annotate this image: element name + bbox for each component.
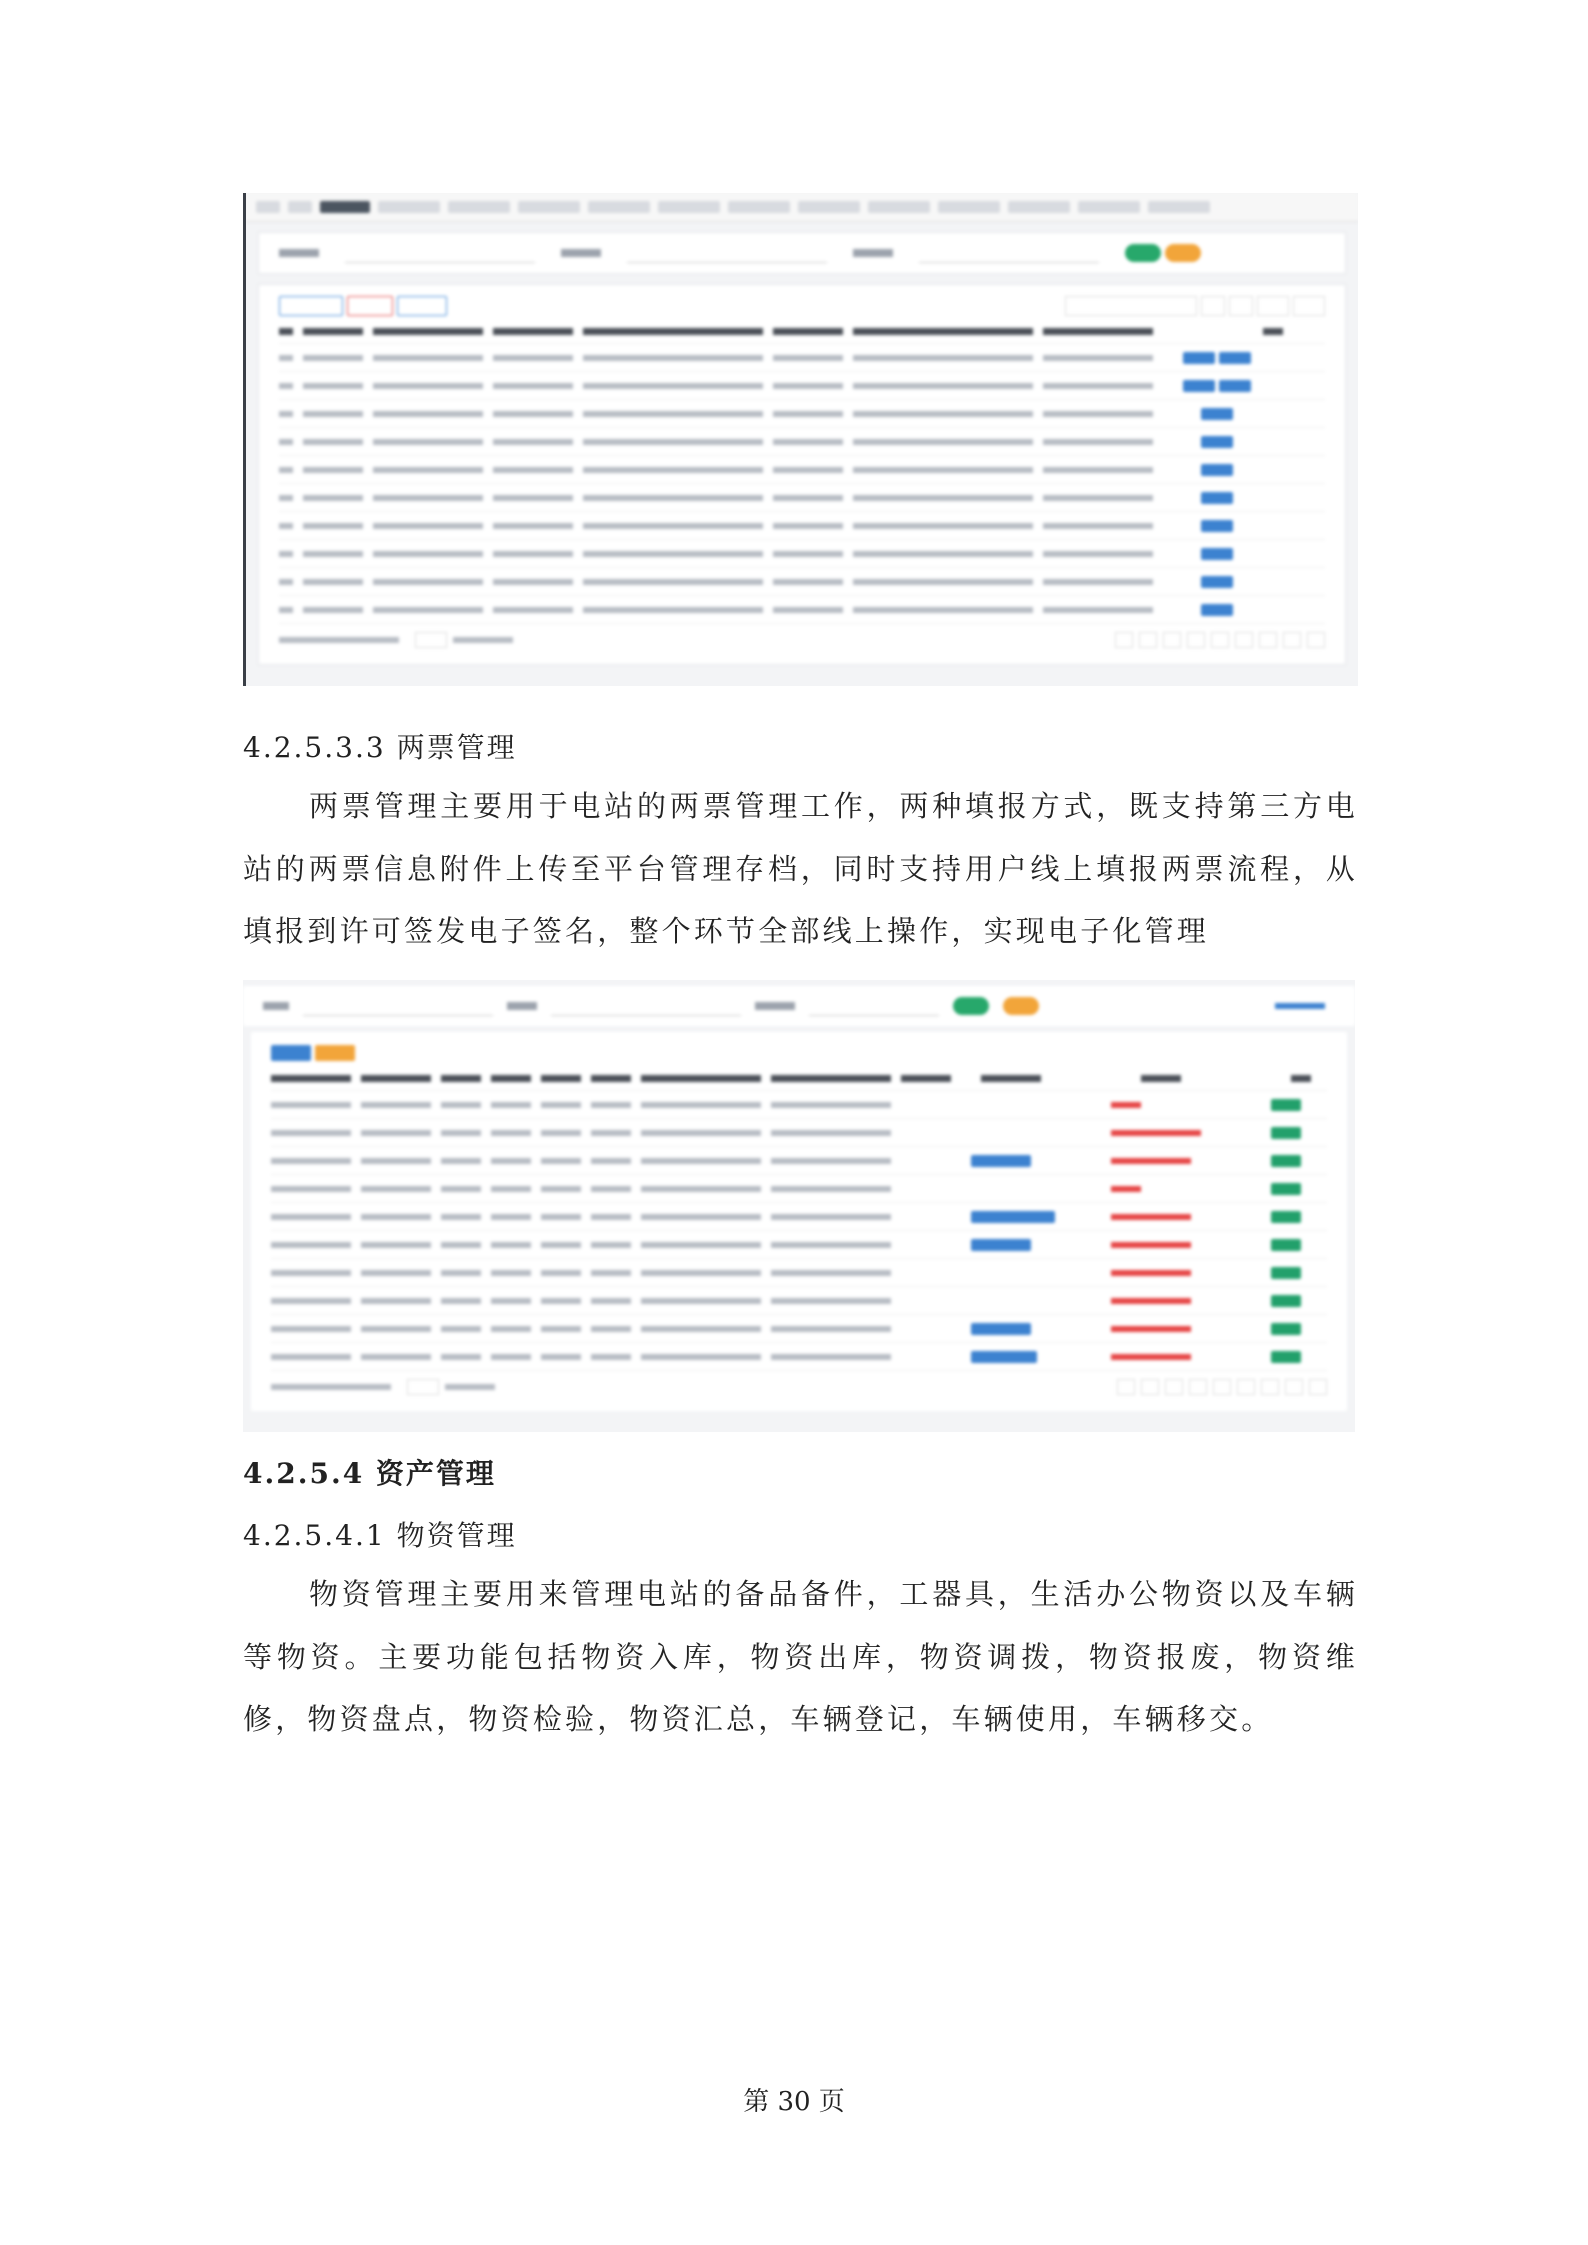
screenshot-figure-1: [243, 193, 1358, 686]
filter-bar-2: [243, 986, 1355, 1026]
paragraph-materials: 物资管理主要用来管理电站的备品备件，工器具，生活办公物资以及车辆等物资。主要功能包括物资入库，物资出库，物资调拨，物资报废，物资维修，物资盘点，物资检验，物资汇总，车辆登记，车辆使用，车辆移交。: [243, 1577, 1358, 1736]
section-heading-assets: 4.2.5.4 资产管理: [243, 1457, 496, 1490]
ticket-table: [251, 1032, 1347, 1411]
page-number: 第 30 页: [743, 2087, 845, 2117]
screenshot-figure-2: [243, 980, 1355, 1432]
filter-bar: [258, 232, 1346, 274]
section-heading-tickets: 4.2.5.3.3 两票管理: [243, 731, 517, 764]
tab-bar: [246, 193, 1358, 222]
section-heading-materials: 4.2.5.4.1 物资管理: [243, 1519, 517, 1552]
data-table: [258, 284, 1346, 665]
paragraph-tickets: 两票管理主要用于电站的两票管理工作，两种填报方式，既支持第三方电站的两票信息附件上传至平台管理存档，同时支持用户线上填报两票流程，从填报到许可签发电子签名，整个环节全部线上操作，实现电子化管理: [243, 789, 1358, 948]
